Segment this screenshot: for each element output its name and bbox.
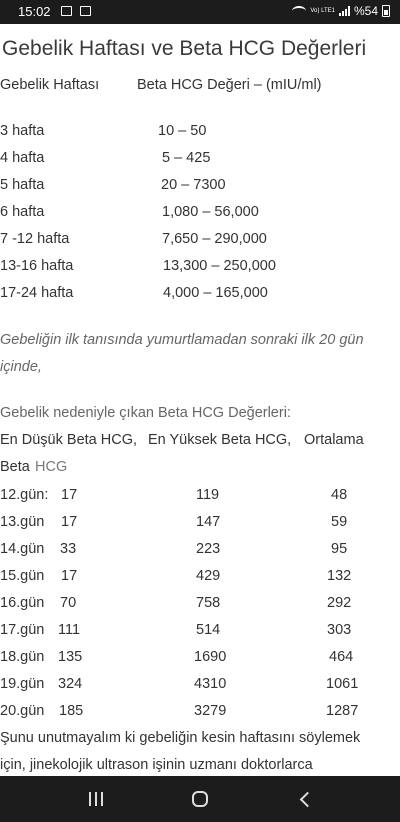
day-row-avg: 303 <box>327 622 352 638</box>
week-row-week: 13-16 hafta <box>0 258 74 274</box>
home-button[interactable] <box>180 788 220 810</box>
day-row-max: 758 <box>196 595 221 611</box>
day-row-day: 20.gün <box>0 703 45 719</box>
day-table-header-hcg: HCG <box>35 459 68 475</box>
status-bar <box>0 0 400 24</box>
day-row-day: 19.gün <box>0 676 45 692</box>
week-row-week: 4 hafta <box>0 150 45 166</box>
notification-icon <box>80 6 91 16</box>
day-row-max: 223 <box>196 541 221 557</box>
day-row-max: 147 <box>196 514 221 530</box>
note-line-1: Gebeliğin ilk tanısında yumurtlamadan sonraki ilk 20 gün <box>0 332 364 348</box>
week-table-header-value: Beta HCG Değeri – (mIU/ml) <box>137 77 322 93</box>
day-row-day: 17.gün <box>0 622 45 638</box>
week-row-week: 5 hafta <box>0 177 45 193</box>
navigation-bar <box>0 776 400 822</box>
home-icon <box>192 791 208 807</box>
footer-line-1: Şunu unutmayalım ki gebeliğin kesin haftasını söylemek <box>0 730 361 746</box>
day-row-avg: 292 <box>327 595 352 611</box>
recents-button[interactable] <box>76 788 116 810</box>
week-row-value: 7,650 – 290,000 <box>162 231 267 247</box>
day-row-day: 16.gün <box>0 595 45 611</box>
day-row-max: 3279 <box>194 703 227 719</box>
day-row-min: 111 <box>58 622 81 638</box>
week-row-value: 1,080 – 56,000 <box>162 204 259 220</box>
network-label: Vo) LTE1 <box>310 8 335 14</box>
day-row-day: 14.gün <box>0 541 45 557</box>
day-row-avg: 464 <box>329 649 354 665</box>
day-table-header-max: En Yüksek Beta HCG, <box>148 432 292 448</box>
battery-percent: %54 <box>353 4 378 18</box>
day-row-day: 13.gün <box>0 514 45 530</box>
week-row-value: 4,000 – 165,000 <box>163 285 268 301</box>
week-row-value: 20 – 7300 <box>161 177 226 193</box>
week-row-value: 13,300 – 250,000 <box>163 258 276 274</box>
week-row-week: 7 -12 hafta <box>0 231 70 247</box>
week-table-header-week: Gebelik Haftası <box>0 77 100 93</box>
day-row-avg: 59 <box>331 514 348 530</box>
day-row-min: 185 <box>59 703 84 719</box>
wifi-icon <box>292 6 306 16</box>
week-row-week: 17-24 hafta <box>0 285 74 301</box>
day-row-day: 15.gün <box>0 568 45 584</box>
week-row-week: 3 hafta <box>0 123 45 139</box>
section-heading: Gebelik nedeniyle çıkan Beta HCG Değerleri: <box>0 405 291 421</box>
day-row-avg: 95 <box>331 541 348 557</box>
day-row-avg: 132 <box>327 568 352 584</box>
day-table-header-min: En Düşük Beta HCG, <box>0 432 137 448</box>
day-row-max: 1690 <box>194 649 227 665</box>
footer-line-2: için, jinekolojik ultrason işinin uzmanı doktorlarca <box>0 757 313 773</box>
battery-icon <box>382 5 390 17</box>
day-row-day: 18.gün <box>0 649 45 665</box>
recents-icon <box>89 792 103 806</box>
day-row-min: 17 <box>61 568 78 584</box>
article-title: Gebelik Haftası ve Beta HCG Değerleri <box>2 37 367 60</box>
day-row-avg: 1061 <box>326 676 359 692</box>
back-icon <box>299 791 315 807</box>
signal-icon <box>339 6 350 16</box>
day-row-min: 324 <box>58 676 83 692</box>
week-row-week: 6 hafta <box>0 204 45 220</box>
day-row-avg: 1287 <box>326 703 359 719</box>
day-row-day: 12.gün: <box>0 487 49 503</box>
gallery-icon <box>61 6 72 16</box>
day-row-max: 119 <box>196 487 220 503</box>
week-row-value: 5 – 425 <box>162 150 211 166</box>
article-content[interactable] <box>0 24 400 776</box>
status-time: 15:02 <box>18 4 51 19</box>
back-button[interactable] <box>285 788 325 810</box>
day-row-min: 17 <box>61 514 78 530</box>
week-row-value: 10 – 50 <box>158 123 207 139</box>
day-row-min: 135 <box>58 649 83 665</box>
day-row-max: 4310 <box>194 676 227 692</box>
day-row-max: 429 <box>196 568 221 584</box>
note-line-2: içinde, <box>0 359 42 375</box>
day-row-min: 70 <box>60 595 77 611</box>
day-table-header-beta: Beta <box>0 459 30 475</box>
day-row-min: 33 <box>60 541 77 557</box>
day-row-avg: 48 <box>331 487 348 503</box>
day-row-max: 514 <box>196 622 221 638</box>
day-row-min: 17 <box>61 487 78 503</box>
day-table-header-avg: Ortalama <box>304 432 364 448</box>
